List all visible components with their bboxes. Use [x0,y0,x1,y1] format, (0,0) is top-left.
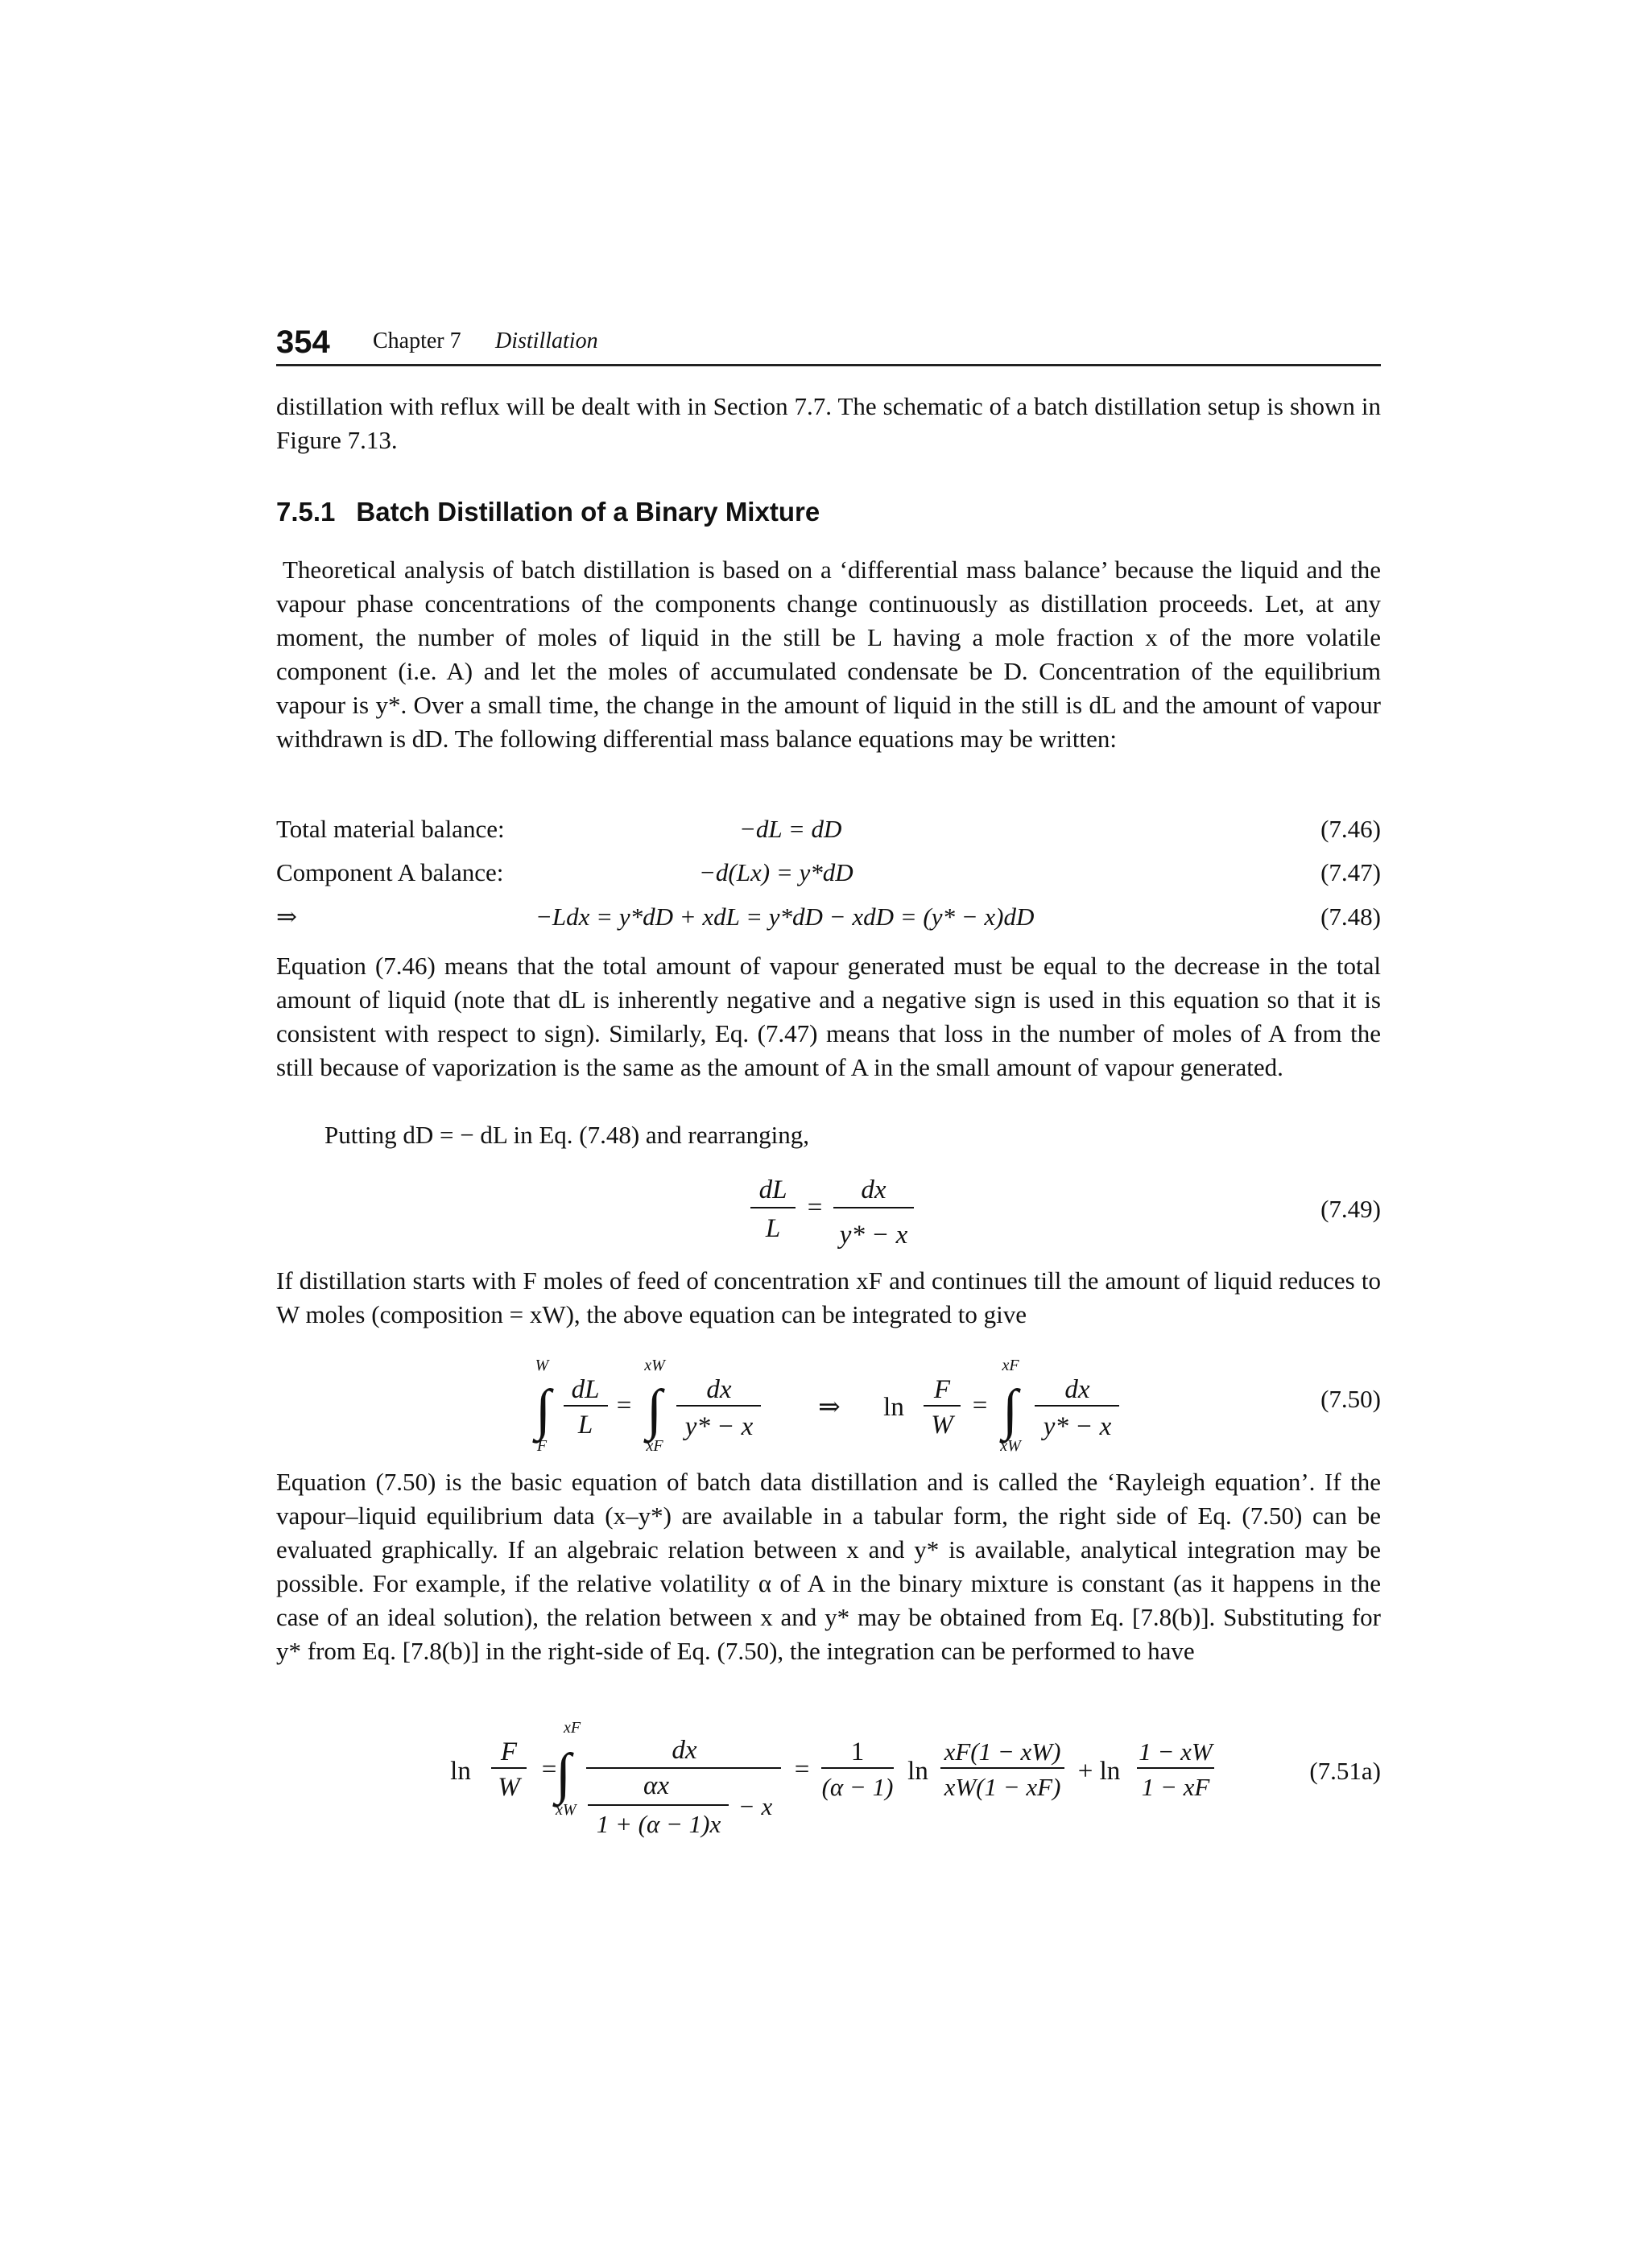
fraction-numerator: F [933,1375,951,1404]
equals-sign: = [616,1391,632,1420]
fraction-denominator: L [765,1214,781,1243]
chapter-label: Chapter 7 [373,328,461,353]
equals-sign: = [972,1391,988,1420]
equation-number: (7.48) [1320,903,1381,931]
fraction-numerator: dx [706,1375,732,1404]
natural-log: ln [883,1393,904,1422]
paragraph-explanation: Equation (7.46) means that the total amount of vapour generated must be equal to the decrease in the total amount of liquid (note that dL is inherently negative and a negative sign is used in this equation so that it is consistent with respect to sign). Similarly, Eq. (7.47) means that loss in the number of moles of A from the still because of vaporization is the same as the amount of A in the small amount of vapour generated. [276,952,1381,1081]
fraction-numerator: F [500,1737,518,1766]
equation-7-48 [276,899,1381,935]
fraction-numerator: 1 [850,1737,865,1766]
equals-sign: = [541,1755,557,1784]
plus-ln-term: + ln [1077,1757,1121,1786]
equation-expression: −d(Lx) = y*dD [699,858,853,886]
equation-label: Total material balance: [276,815,505,843]
integral-upper-limit: W [535,1357,549,1374]
integral-upper-limit: xW [644,1357,665,1374]
equation-7-50 [527,1354,1139,1459]
minus-x-term: − x [738,1792,773,1820]
integral-sign: ∫ [535,1379,552,1441]
equation-number: (7.51a) [1309,1757,1381,1785]
fraction-denominator: W [498,1773,520,1802]
equation-expression: −dL = dD [739,815,842,843]
integral-sign: ∫ [647,1379,663,1441]
integral-lower-limit: xW [1000,1437,1021,1455]
fraction-numerator: dx [672,1736,697,1765]
page-number: 354 [276,324,330,360]
section-title: Batch Distillation of a Binary Mixture [356,497,820,527]
fraction-denominator: y* − x [839,1221,908,1250]
intro-paragraph: distillation with reflux will be dealt with in Section 7.7. The schematic of a batch distillation setup is shown in Figure 7.13. [276,392,1381,454]
integral-lower-limit: F [536,1437,548,1455]
fraction-denominator: 1 − xF [1141,1773,1210,1801]
integral-lower-limit: xW [556,1801,577,1819]
paragraph-theory: Theoretical analysis of batch distillation is based on a ‘differential mass balance’ because the liquid and the vapour phase concentrations of the components change continuously as distillation proceeds. Let, at any moment, the number of moles of liquid in the still be L having a mole fraction x of the more volatile component (i.e. A) and let the moles of accumulated condensate be D. Concentration of the equilibrium vapour is y*. Over a small time, the change in the amount of liquid in the still is dL and the amount of vapour withdrawn is dD. The following differential mass balance equations may be written: [276,556,1381,753]
implies-symbol: ⇒ [276,903,297,931]
equation-label: Component A balance: [276,858,504,886]
fraction-numerator: dx [861,1175,886,1204]
section-number: 7.5.1 [276,497,336,527]
fraction-numerator: xF(1 − xW) [944,1737,1061,1766]
integral-sign: ∫ [1002,1379,1019,1441]
equation-number: (7.49) [1320,1195,1381,1223]
equals-sign: = [794,1755,810,1784]
paragraph-integration: If distillation starts with F moles of feed of concentration xF and continues till the amount of liquid reduces to W moles (composition = xW), the above equation can be integrated to give [276,1266,1381,1328]
integral-upper-limit: xF [1002,1357,1019,1374]
fraction-denominator: W [931,1411,953,1440]
equation-7-49 [725,1167,934,1256]
paragraph-rearranging: Putting dD = − dL in Eq. (7.48) and rearranging, [324,1121,810,1149]
equation-number: (7.50) [1320,1385,1381,1413]
integral-upper-limit: xF [564,1719,581,1737]
equation-7-47 [276,855,1381,890]
equals-sign: = [807,1193,823,1222]
inner-denominator: 1 + (α − 1)x [596,1810,721,1838]
implies-symbol: ⇒ [818,1393,841,1422]
running-header [276,316,1381,366]
fraction-numerator: dL [758,1175,787,1204]
integral-sign: ∫ [556,1743,572,1805]
fraction-denominator: y* − x [1043,1412,1112,1441]
integral-lower-limit: xF [646,1437,663,1455]
section-heading [276,497,820,527]
fraction-denominator: L [577,1411,593,1440]
natural-log: ln [907,1757,928,1786]
fraction-denominator: (α − 1) [821,1773,894,1801]
paragraph-rayleigh: Equation (7.50) is the basic equation of batch data distillation and is called the ‘Rayleigh equation’. If the vapour–liquid equilibrium data (x–y*) are available in a tabular form, the right side of Eq. (7.50) can be evaluated graphically. If an algebraic relation between x and y* is available, analytical integration may be possible. For example, if the relative volatility α of A in the binary mixture is constant (as it happens in the case of an ideal solution), the relation between x and y* may be obtained from Eq. [7.8(b)]. Substituting for y* from Eq. [7.8(b)] in the right-side of Eq. (7.50), the integration can be performed to have [276,1468,1381,1665]
equation-7-51a [443,1715,1248,1844]
fraction-numerator: dL [571,1375,600,1404]
equation-expression: −Ldx = y*dD + xdL = y*dD − xdD = (y* − x)dD [535,903,1035,931]
equation-7-46 [276,812,1381,847]
chapter-title: Distillation [495,328,598,353]
equation-number: (7.46) [1320,815,1381,843]
fraction-numerator: dx [1064,1375,1090,1404]
fraction-denominator: xW(1 − xF) [944,1773,1061,1801]
fraction-denominator: y* − x [684,1412,754,1441]
natural-log: ln [450,1757,471,1786]
inner-numerator: αx [643,1771,669,1800]
equation-number: (7.47) [1320,858,1381,886]
fraction-numerator: 1 − xW [1139,1737,1213,1766]
